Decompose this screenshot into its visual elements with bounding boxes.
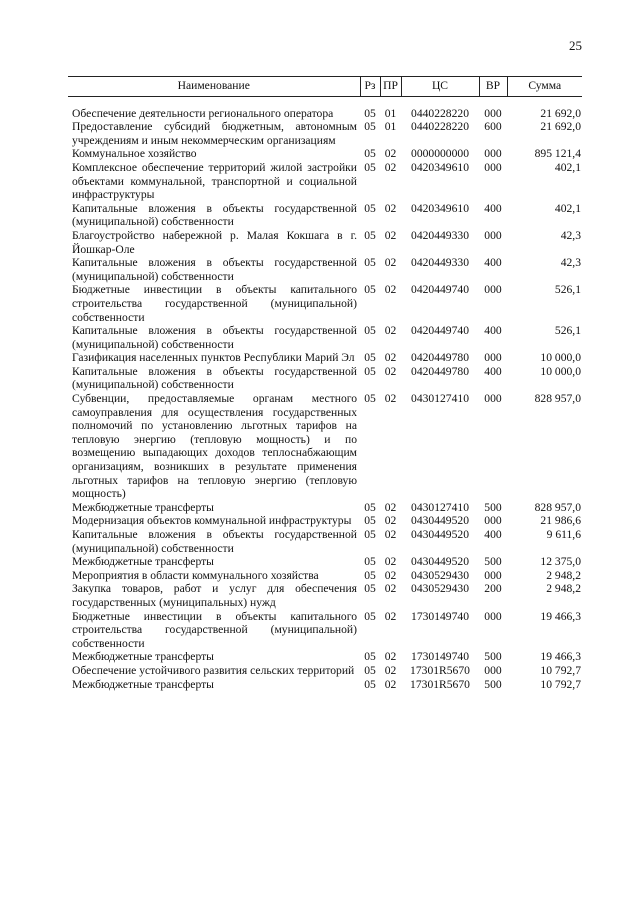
cell-sum: 402,1 [554,160,581,174]
table-row [68,202,582,229]
cell-cs: 0420449330 [411,256,469,270]
cell-name: Коммунальное хозяйство [72,147,197,161]
cell-rz: 05 [364,228,376,242]
cell-name: Бюджетные инвестиции в объекты капитального строительства государственной (муниципальной) собственности [72,283,357,324]
cell-pr: 02 [384,201,397,215]
table-row [68,514,582,528]
table-row [68,324,582,351]
cell-sum: 21 986,6 [540,514,581,528]
cell-sum: 2 948,2 [546,582,581,596]
cell-name: Межбюджетные трансферты [72,555,214,569]
header-name: Наименование [68,77,360,97]
cell-rz: 05 [364,500,376,514]
cell-vr: 400 [484,364,502,378]
cell-name: Межбюджетные трансферты [72,500,214,514]
cell-pr: 02 [384,514,397,528]
cell-name: Капитальные вложения в объекты государственной (муниципальной) собственности [72,201,357,229]
cell-rz: 05 [364,650,376,664]
table-row [68,351,582,365]
cell-sum: 12 375,0 [540,555,581,569]
table-row [68,664,582,678]
cell-name: Модернизация объектов коммунальной инфраструктуры [72,514,352,528]
cell-name: Газификация населенных пунктов Республики Марий Эл [72,351,355,365]
table-header [68,77,582,97]
cell-cs: 1730149740 [411,650,469,664]
table-row [68,229,582,256]
cell-name: Бюджетные инвестиции в объекты капитального строительства государственной (муниципальной) собственности [72,609,357,650]
cell-name: Обеспечение устойчивого развития сельских территорий [72,663,355,677]
cell-rz: 05 [364,256,376,270]
cell-name: Межбюджетные трансферты [72,677,214,691]
cell-sum: 21 692,0 [540,106,581,120]
cell-name: Благоустройство набережной р. Малая Кокшага в г. Йошкар-Оле [72,228,357,256]
cell-pr: 02 [384,663,397,677]
cell-vr: 000 [484,351,502,365]
cell-pr: 02 [384,392,397,406]
cell-name: Межбюджетные трансферты [72,650,214,664]
cell-rz: 05 [364,201,376,215]
table-row [68,582,582,609]
cell-pr: 02 [384,677,397,691]
cell-cs: 0420449740 [411,283,469,297]
cell-name: Капитальные вложения в объекты государственной (муниципальной) собственности [72,324,357,351]
cell-rz: 05 [364,160,376,174]
table-row [68,501,582,515]
cell-vr: 200 [484,582,502,596]
cell-rz: 05 [364,609,376,623]
header-vr: ВР [479,77,507,97]
cell-rz: 05 [364,677,376,691]
cell-pr: 02 [384,609,397,623]
cell-sum: 526,1 [554,324,581,338]
cell-cs: 17301R5670 [410,677,470,691]
cell-sum: 9 611,6 [546,528,581,541]
cell-cs: 0000000000 [411,147,469,161]
cell-pr: 01 [384,120,397,134]
cell-pr: 02 [384,228,397,242]
table-row [68,365,582,392]
cell-pr: 02 [384,160,397,174]
cell-sum: 828 957,0 [534,500,581,514]
cell-cs: 0430449520 [411,514,469,528]
cell-pr: 02 [384,582,397,596]
cell-sum: 42,3 [560,228,581,242]
cell-rz: 05 [364,147,376,161]
table-row [68,650,582,664]
cell-rz: 05 [364,392,376,406]
cell-vr: 400 [484,324,502,338]
cell-pr: 02 [384,324,397,338]
cell-rz: 05 [364,663,376,677]
cell-sum: 402,1 [554,201,581,215]
table-body [68,96,582,691]
cell-sum: 10 792,7 [540,663,581,677]
cell-sum: 828 957,0 [534,392,581,406]
cell-name: Мероприятия в области коммунального хозяйства [72,568,319,582]
cell-cs: 17301R5670 [410,663,470,677]
cell-rz: 05 [364,106,376,120]
cell-vr: 500 [484,500,502,514]
cell-cs: 0420349610 [411,201,469,215]
cell-sum: 42,3 [560,256,581,270]
cell-sum: 19 466,3 [540,609,581,623]
cell-vr: 000 [484,392,502,406]
table-row [68,96,582,120]
cell-cs: 0420349610 [411,160,469,174]
cell-vr: 500 [484,555,502,569]
cell-pr: 02 [384,555,397,569]
cell-pr: 02 [384,364,397,378]
cell-sum: 21 692,0 [540,120,581,134]
cell-pr: 02 [384,283,397,297]
table-row [68,283,582,324]
cell-sum: 2 948,2 [546,568,581,582]
table-row [68,120,582,147]
cell-sum: 19 466,3 [540,650,581,664]
header-cs: ЦС [401,77,479,97]
cell-vr: 000 [484,514,502,528]
table-row [68,569,582,583]
cell-cs: 0430529430 [411,582,469,596]
cell-cs: 0430529430 [411,568,469,582]
cell-cs: 0420449780 [411,364,469,378]
header-row [68,77,582,97]
cell-vr: 400 [484,201,502,215]
cell-rz: 05 [364,582,376,596]
cell-cs: 0430127410 [411,500,469,514]
cell-sum: 526,1 [554,283,581,297]
cell-cs: 0430449520 [411,528,469,541]
cell-name: Капитальные вложения в объекты государственной (муниципальной) собственности [72,364,357,392]
cell-rz: 05 [364,364,376,378]
cell-pr: 01 [384,106,397,120]
cell-cs: 0420449780 [411,351,469,365]
cell-rz: 05 [364,528,376,541]
cell-name: Обеспечение деятельности регионального оператора [72,106,334,120]
table-row [68,161,582,202]
cell-cs: 0440228220 [411,106,469,120]
budget-table [68,76,582,691]
cell-vr: 000 [484,160,502,174]
cell-rz: 05 [364,555,376,569]
cell-pr: 02 [384,568,397,582]
cell-rz: 05 [364,351,376,365]
header-sum: Сумма [507,77,582,97]
cell-pr: 02 [384,147,397,161]
cell-cs: 1730149740 [411,609,469,623]
cell-vr: 000 [484,147,502,161]
cell-vr: 400 [484,256,502,270]
header-rz: Рз [360,77,380,97]
cell-vr: 000 [484,663,502,677]
cell-vr: 600 [484,120,502,134]
cell-pr: 02 [384,500,397,514]
table-row [68,610,582,651]
cell-pr: 02 [384,528,397,541]
table-row [68,528,582,555]
cell-sum: 10 000,0 [540,351,581,365]
table-row [68,555,582,569]
table-row [68,392,582,501]
cell-vr: 000 [484,283,502,297]
cell-name: Капитальные вложения в объекты государственной (муниципальной) собственности [72,256,357,283]
cell-rz: 05 [364,283,376,297]
cell-rz: 05 [364,568,376,582]
table-row [68,256,582,283]
cell-pr: 02 [384,650,397,664]
table-row [68,147,582,161]
cell-name: Предоставление субсидий бюджетным, автономным учреждениям и иным некоммерческим организациям [72,120,357,147]
cell-pr: 02 [384,351,397,365]
cell-vr: 000 [484,568,502,582]
table-row [68,678,582,692]
cell-rz: 05 [364,514,376,528]
cell-vr: 500 [484,677,502,691]
header-pr: ПР [380,77,401,97]
cell-cs: 0420449740 [411,324,469,338]
cell-rz: 05 [364,324,376,338]
cell-vr: 000 [484,609,502,623]
cell-cs: 0440228220 [411,120,469,134]
cell-vr: 000 [484,228,502,242]
cell-sum: 10 000,0 [540,364,581,378]
cell-name: Комплексное обеспечение территорий жилой застройки объектами коммунальной, транспортной и социальной инфраструктуры [72,160,357,202]
cell-vr: 500 [484,650,502,664]
cell-pr: 02 [384,256,397,270]
cell-name: Закупка товаров, работ и услуг для обеспечения государственных (муниципальных) нужд [72,582,357,609]
cell-rz: 05 [364,120,376,134]
page-number: 25 [569,38,582,53]
cell-sum: 10 792,7 [540,677,581,691]
cell-name: Капитальные вложения в объекты государственной (муниципальной) собственности [72,528,357,555]
cell-name: Субвенции, предоставляемые органам местного самоуправления для осуществления государственных полномочий по установлению льготных тарифов на тепловую энергию (тепловую мощность) и по возмещению выпадающих доходов теплоснабжающим организациям, возникших в результате применения льготных тарифов на тепловую энергию (тепловую мощность) [72,392,357,501]
cell-cs: 0430449520 [411,555,469,569]
cell-vr: 000 [484,106,502,120]
cell-sum: 895 121,4 [534,147,581,161]
cell-cs: 0420449330 [411,228,469,242]
cell-cs: 0430127410 [411,392,469,406]
cell-vr: 400 [484,528,502,541]
